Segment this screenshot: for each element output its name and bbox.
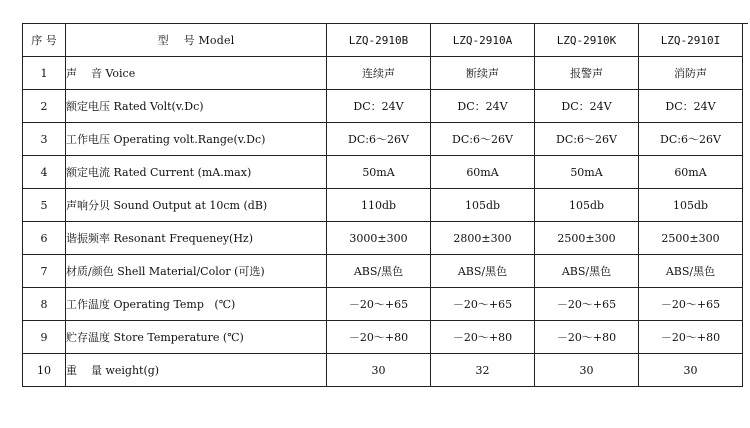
row-index-cell: 7 [23,255,66,288]
row-value-cell: 2500±300 [535,222,639,255]
table-row [23,156,743,189]
row-index-cell: 1 [23,57,66,90]
header-model-cell: LZQ-2910A [431,24,535,57]
row-parameter-cell: 声响分贝 Sound Output at 10cm (dB) [66,189,327,222]
row-value-cell: 2500±300 [639,222,743,255]
row-value-cell: 3000±300 [327,222,431,255]
row-index-cell: 10 [23,354,66,387]
row-value-cell: DC：24V [639,90,743,123]
row-value-cell: 60mA [639,156,743,189]
row-value-cell: DC:6～26V [535,123,639,156]
header-model-label-cell: 型 号 Model [66,24,327,57]
row-value-cell: DC:6～26V [639,123,743,156]
row-value-cell: DC：24V [431,90,535,123]
row-value-cell: 60mA [431,156,535,189]
row-value-cell: －20～+80 [431,321,535,354]
row-parameter-cell: 重 量 weight(g) [66,354,327,387]
row-value-cell: 断续声 [431,57,535,90]
row-value-cell: DC：24V [327,90,431,123]
specification-table [22,23,743,387]
row-parameter-cell: 谐振频率 Resonant Frequeney(Hz) [66,222,327,255]
row-value-cell: －20～+65 [431,288,535,321]
row-parameter-cell: 工作电压 Operating volt.Range(v.Dc) [66,123,327,156]
table-row [23,288,743,321]
row-parameter-cell: 额定电流 Rated Current (mA.max) [66,156,327,189]
table-row [23,90,743,123]
row-value-cell: 连续声 [327,57,431,90]
header-model-cell: LZQ-2910K [535,24,639,57]
row-value-cell: －20～+80 [535,321,639,354]
row-value-cell: 105db [431,189,535,222]
row-index-cell: 3 [23,123,66,156]
header-index-cell: 序 号 [23,24,66,57]
row-value-cell: －20～+65 [535,288,639,321]
table-row [23,255,743,288]
row-value-cell: DC:6～26V [431,123,535,156]
row-value-cell: 50mA [535,156,639,189]
row-parameter-cell: 工作温度 Operating Temp (℃) [66,288,327,321]
row-value-cell: －20～+80 [327,321,431,354]
row-value-cell: 105db [535,189,639,222]
row-value-cell: 110db [327,189,431,222]
row-index-cell: 2 [23,90,66,123]
row-index-cell: 4 [23,156,66,189]
specification-table-body [23,24,743,387]
row-value-cell: 2800±300 [431,222,535,255]
row-value-cell: 105db [639,189,743,222]
row-value-cell: 50mA [327,156,431,189]
row-value-cell: 30 [327,354,431,387]
row-value-cell: －20～+80 [639,321,743,354]
row-index-cell: 8 [23,288,66,321]
row-index-cell: 9 [23,321,66,354]
row-value-cell: ABS/黑色 [639,255,743,288]
row-value-cell: －20～+65 [639,288,743,321]
row-value-cell: DC:6～26V [327,123,431,156]
row-value-cell: 消防声 [639,57,743,90]
row-value-cell: 报警声 [535,57,639,90]
table-row [23,222,743,255]
table-row [23,321,743,354]
table-row [23,354,743,387]
row-value-cell: ABS/黑色 [327,255,431,288]
header-model-cell: LZQ-2910I [639,24,743,57]
row-value-cell: ABS/黑色 [431,255,535,288]
row-index-cell: 5 [23,189,66,222]
table-edge-rule [738,23,748,24]
row-value-cell: 30 [535,354,639,387]
row-parameter-cell: 声 音 Voice [66,57,327,90]
row-value-cell: －20～+65 [327,288,431,321]
row-value-cell: 30 [639,354,743,387]
row-parameter-cell: 材质/颜色 Shell Material/Color (可选) [66,255,327,288]
row-value-cell: 32 [431,354,535,387]
table-row [23,57,743,90]
header-model-cell: LZQ-2910B [327,24,431,57]
row-value-cell: ABS/黑色 [535,255,639,288]
row-parameter-cell: 贮存温度 Store Temperature (℃) [66,321,327,354]
spec-sheet [22,23,738,387]
row-value-cell: DC：24V [535,90,639,123]
table-header-row [23,24,743,57]
table-row [23,189,743,222]
row-index-cell: 6 [23,222,66,255]
table-row [23,123,743,156]
row-parameter-cell: 额定电压 Rated Volt(v.Dc) [66,90,327,123]
